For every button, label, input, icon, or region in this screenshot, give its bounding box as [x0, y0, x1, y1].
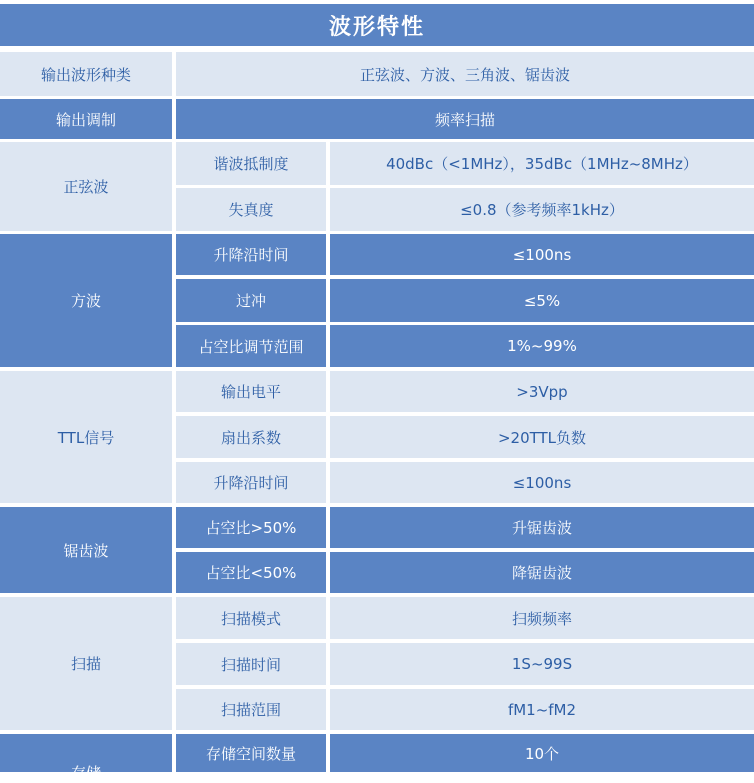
square-param-value: ≤5% [330, 279, 754, 322]
row-value-waveform-types: 正弦波、方波、三角波、锯齿波 [176, 52, 754, 96]
group-sawtooth: 锯齿波 [0, 507, 172, 593]
row-value-modulation: 频率扫描 [176, 99, 754, 139]
sweep-param-value: 1S~99S [330, 643, 754, 685]
square-param-value: 1%~99% [330, 325, 754, 367]
sawtooth-param-value: 降锯齿波 [330, 552, 754, 593]
sine-param-value: 40dBc（<1MHz），35dBc（1MHz~8MHz） [330, 142, 754, 185]
sawtooth-param-value: 升锯齿波 [330, 507, 754, 548]
group-sweep: 扫描 [0, 597, 172, 730]
row-label-modulation: 输出调制 [0, 99, 172, 139]
storage-param-value: 10个 [330, 734, 754, 772]
sawtooth-param-label: 占空比>50% [176, 507, 326, 548]
group-ttl: TTL信号 [0, 371, 172, 503]
sine-param-value: ≤0.8（参考频率1kHz） [330, 188, 754, 231]
row-label-waveform-types: 输出波形种类 [0, 52, 172, 96]
square-param-value: ≤100ns [330, 234, 754, 275]
sweep-param-label: 扫描范围 [176, 689, 326, 730]
square-param-label: 升降沿时间 [176, 234, 326, 275]
sweep-param-value: 扫频频率 [330, 597, 754, 639]
square-param-label: 过冲 [176, 279, 326, 322]
sweep-param-label: 扫描模式 [176, 597, 326, 639]
square-param-label: 占空比调节范围 [176, 325, 326, 367]
sine-param-label: 谐波抵制度 [176, 142, 326, 185]
ttl-param-value: >20TTL负数 [330, 416, 754, 458]
table-title: 波形特性 [0, 4, 754, 46]
ttl-param-value: ≤100ns [330, 462, 754, 503]
ttl-param-label: 扇出系数 [176, 416, 326, 458]
storage-param-label: 存储空间数量 [176, 734, 326, 772]
sweep-param-label: 扫描时间 [176, 643, 326, 685]
group-storage: 存储 [0, 734, 172, 772]
sweep-param-value: fM1~fM2 [330, 689, 754, 730]
sine-param-label: 失真度 [176, 188, 326, 231]
group-sine: 正弦波 [0, 142, 172, 231]
ttl-param-value: >3Vpp [330, 371, 754, 412]
group-square: 方波 [0, 234, 172, 367]
sawtooth-param-label: 占空比<50% [176, 552, 326, 593]
ttl-param-label: 升降沿时间 [176, 462, 326, 503]
ttl-param-label: 输出电平 [176, 371, 326, 412]
